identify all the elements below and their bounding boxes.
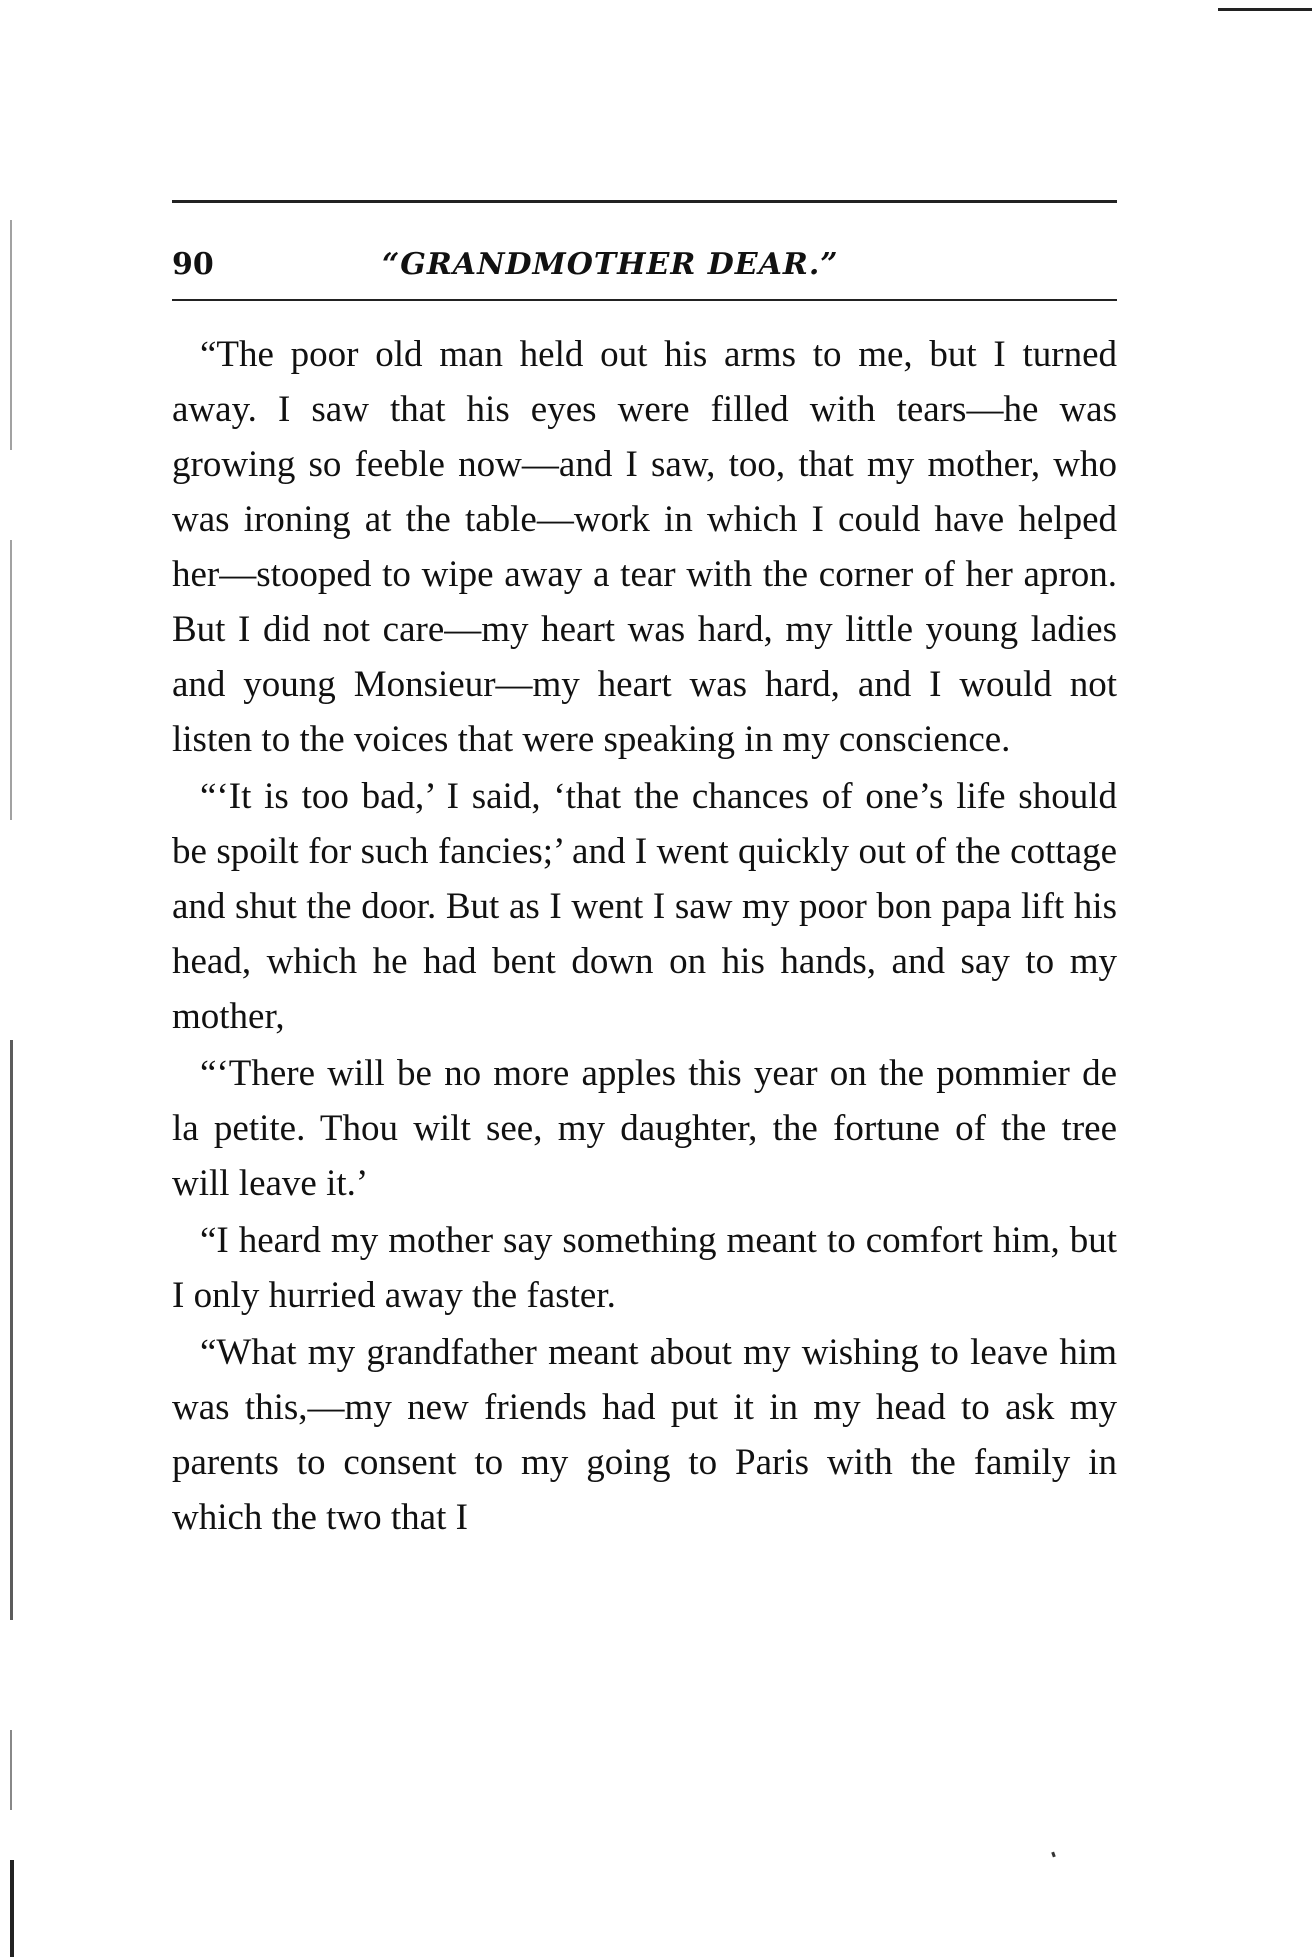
scan-edge-shadow <box>10 1730 12 1810</box>
paragraph: “‘There will be no more apples this year on the pommier de la petite. Thou wilt see, my daughter, the fortune of the tree will leave it.’ <box>172 1053 1117 1204</box>
header-rule-top <box>172 200 1117 203</box>
page-number: 90 <box>172 247 214 282</box>
scan-corner-mark <box>1218 8 1312 11</box>
paragraph: “What my grandfather meant about my wishing to leave him was this,—my new friends had put it in my head to ask my parents to consent to my going to Paris with the family in which the two that I <box>172 1332 1117 1538</box>
scan-edge-shadow <box>10 1860 14 1957</box>
paragraph: “I heard my mother say something meant to comfort him, but I only hurried away the faster. <box>172 1220 1117 1316</box>
scan-edge-shadow <box>10 540 12 820</box>
running-title: “GRANDMOTHER DEAR.” <box>382 247 839 282</box>
scan-edge-shadow <box>10 1040 13 1620</box>
body-text <box>172 327 1117 1545</box>
scan-edge-shadow <box>10 220 12 450</box>
scan-speck <box>1051 1852 1056 1858</box>
paragraph: “The poor old man held out his arms to me, but I turned away. I saw that his eyes were filled with tears—he was growing so feeble now—and I saw, too, that my mother, who was ironing at the table—work in which I could have helped her—stooped to wipe away a tear with the corner of her apron. But I did not care—my heart was hard, my little young ladies and young Monsieur—my heart was hard, and I would not listen to the voices that were speaking in my conscience. <box>172 334 1117 760</box>
book-page <box>172 200 1117 1545</box>
running-head <box>172 247 1117 287</box>
header-rule-bottom <box>172 299 1117 301</box>
paragraph: “‘It is too bad,’ I said, ‘that the chances of one’s life should be spoilt for such fancies;’ and I went quickly out of the cottage and shut the door. But as I went I saw my poor bon papa lift his head, which he had bent down on his hands, and say to my mother, <box>172 776 1117 1037</box>
